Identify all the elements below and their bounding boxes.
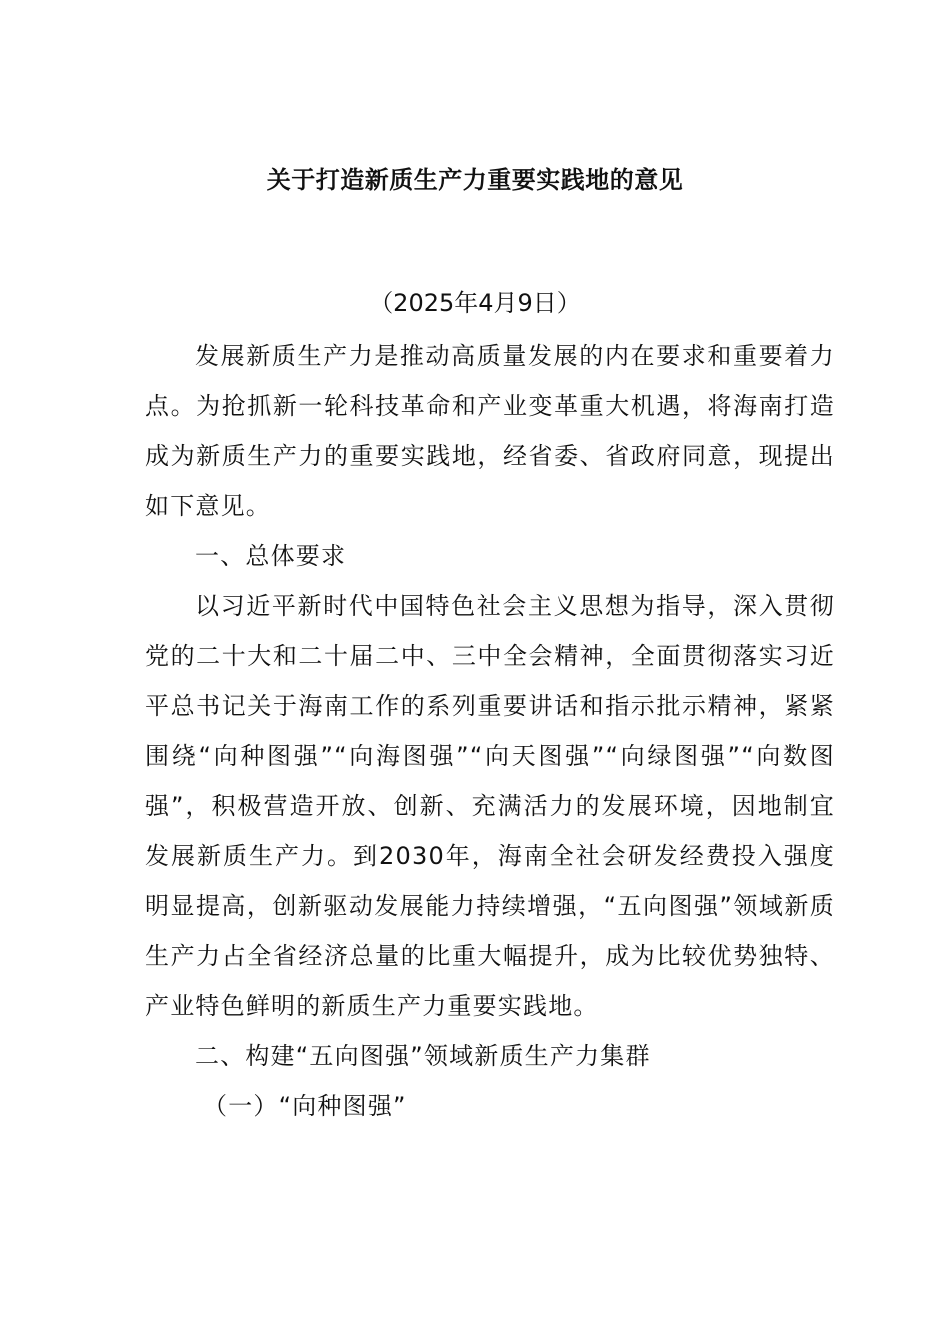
section-heading-five-directions: 二、构建“五向图强”领域新质生产力集群	[195, 1042, 651, 1070]
general-requirements-paragraph: 以习近平新时代中国特色社会主义思想为指导，深入贯彻党的二十大和二十届二中、三中全会精神，全面贯彻落实习近平总书记关于海南工作的系列重要讲话和指示批示精神，紧紧围绕“向种图强”“向海图强”“向天图强”“向绿图强”“向数图强”，积极营造开放、创新、充满活力的发展环境，因地制宜发展新质生产力。到2030年，海南全社会研发经费投入强度明显提高，创新驱动发展能力持续增强，“五向图强”领域新质生产力占全省经济总量的比重大幅提升，成为比较优势独特、产业特色鲜明的新质生产力重要实践地。	[145, 592, 835, 1020]
subsection-heading-seed: （一）“向种图强”	[203, 1092, 407, 1120]
document-title: 关于打造新质生产力重要实践地的意见	[266, 166, 684, 194]
intro-paragraph: 发展新质生产力是推动高质量发展的内在要求和重要着力点。为抢抓新一轮科技革命和产业变革重大机遇，将海南打造成为新质生产力的重要实践地，经省委、省政府同意，现提出如下意见。	[145, 342, 835, 520]
document-date: （2025年4月9日）	[369, 289, 581, 317]
section-heading-general-requirements: 一、总体要求	[195, 542, 347, 570]
document-body	[145, 331, 835, 1131]
